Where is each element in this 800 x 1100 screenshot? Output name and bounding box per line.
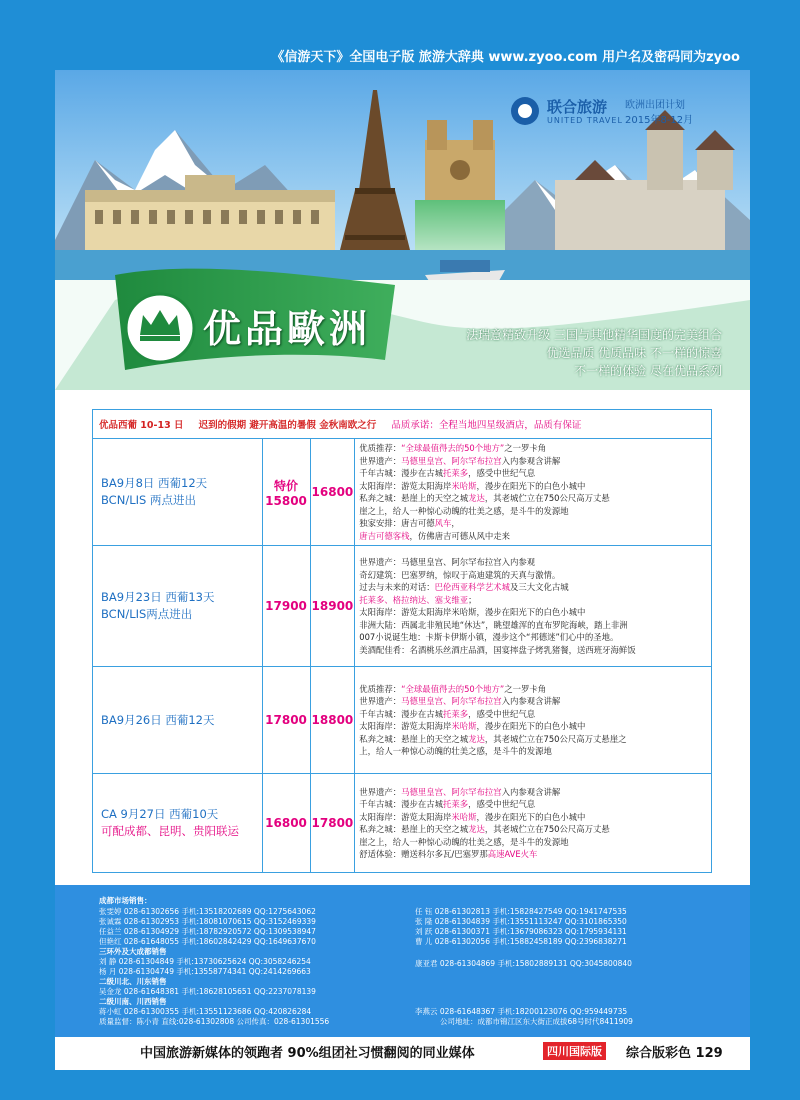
highlight-emphasis: 高速AVE火车 — [487, 849, 538, 859]
product-tagline: 迟到的假期 避开高温的暑假 金秋南欧之行 — [198, 420, 377, 431]
highlight-text: ，漫步在阳光下的白色小城中 — [476, 480, 586, 491]
highlight-text: ，漫步在阳光下的白色小城中 — [476, 811, 586, 822]
contact-line: 曹 儿 028-61302056 手机:15882458189 QQ:2396838271 — [415, 937, 627, 946]
highlight-text: ， — [451, 518, 460, 528]
special-price-cell — [262, 546, 310, 667]
highlight-line — [359, 442, 707, 455]
brand-plan: 欧洲出团计划 — [625, 100, 685, 111]
header-text: 《信游天下》全国电子版 旅游大辞典 www.zyoo.com 用户名及密码同为zyoo — [271, 50, 740, 65]
highlight-line — [359, 708, 707, 721]
footer — [0, 1040, 800, 1070]
highlight-text: ，其老城伫立在750公尺高万丈悬崖之 — [484, 733, 627, 744]
tour-route-gateway: 可配成都、昆明、贵阳联运 — [101, 824, 239, 838]
highlight-text: 奇幻建筑：巴塞罗纳，惊叹于高迪建筑的天真与激情。 — [359, 569, 561, 580]
contact-line: 张诚霖 028-61302953 手机:18081070615 QQ:3152469339 — [99, 917, 316, 926]
highlight-text: 之一罗卡角 — [504, 683, 547, 694]
brand-name-cn: 联合旅游 — [547, 98, 608, 116]
tour-highlights — [355, 667, 712, 774]
highlight-text: 私奔之城：悬崖上的天空之城 — [359, 824, 469, 834]
regular-price: 18900 — [310, 546, 355, 667]
highlight-text: 千年古城：漫步在古城 — [359, 799, 444, 809]
crown-emblem — [126, 294, 194, 362]
highlight-text: 入内参观含讲解 — [501, 786, 561, 797]
highlight-line — [359, 631, 707, 644]
highlight-emphasis: 马德里皇宫、阿尔罕布拉宫 — [401, 786, 502, 797]
highlight-emphasis: 龙达 — [468, 824, 485, 834]
highlight-text: 独家安排：唐吉可德 — [359, 518, 435, 528]
tour-route — [93, 774, 263, 873]
contact-line: 质量监督：陈小青 直线:028-61302808 公司传真：028-61301556 — [99, 1017, 330, 1026]
edition-badge: 四川国际版 — [543, 1042, 606, 1060]
highlight-line — [359, 606, 707, 619]
highlight-line — [359, 644, 707, 657]
notre-dame — [415, 120, 505, 260]
regular-price: 16800 — [310, 439, 355, 546]
highlight-line — [359, 581, 707, 594]
highlight-text: 太阳海岸：游览太阳海岸 — [359, 480, 452, 491]
highlight-line — [359, 492, 707, 505]
highlight-line — [359, 836, 707, 849]
highlight-line — [359, 798, 707, 811]
special-price-cell — [262, 439, 310, 546]
contact-line: 但艳红 028-61648055 手机:18602842429 QQ:1649637670 — [99, 937, 316, 946]
brand-name-en: UNITED TRAVEL — [547, 116, 623, 125]
highlight-line — [359, 455, 707, 468]
tour-rows — [93, 439, 712, 873]
tour-route — [93, 546, 263, 667]
tour-route-gateway: BCN/LIS 两点进出 — [101, 493, 196, 507]
highlight-text: ，感受中世纪气息 — [468, 799, 536, 809]
highlight-text: 私奔之城：悬崖上的天空之城 — [359, 493, 469, 503]
highlight-line — [359, 505, 707, 518]
contacts-title: 成都市场销售： — [99, 896, 152, 905]
highlight-emphasis: 龙达 — [468, 493, 485, 503]
highlight-text: 千年古城：漫步在古城 — [359, 468, 444, 478]
highlight-emphasis: 唐吉可德客栈 — [359, 530, 410, 541]
highlight-emphasis: 米哈斯 — [451, 721, 477, 731]
tour-row — [93, 774, 712, 873]
quality-promise: 品质承诺：全程当地四星级酒店，品质有保证 — [391, 420, 582, 431]
tour-row — [93, 439, 712, 546]
highlight-text: 美酒配佳肴：名酒桃乐丝酒庄品酒，国宴摔盘子烤乳猪餐，送西班牙海鲜饭 — [359, 644, 636, 655]
banner — [55, 70, 750, 390]
highlight-text: 千年古城：漫步在古城 — [359, 708, 444, 719]
highlight-text: 优质推荐： — [359, 443, 402, 453]
highlight-line — [359, 556, 707, 569]
contact-line: 李燕云 028-61648367 手机:18200123076 QQ:959449735 — [415, 1007, 628, 1016]
highlight-line — [359, 720, 707, 733]
highlight-text: 太阳海岸：游览太阳海岸 — [359, 811, 452, 822]
highlight-line — [359, 480, 707, 493]
highlight-text: 世界遗产： — [359, 786, 402, 797]
tour-route — [93, 439, 263, 546]
highlight-text: 及三大文化古城 — [510, 582, 569, 592]
highlight-line — [359, 823, 707, 836]
highlight-emphasis: 马德里皇宫、阿尔罕布拉宫 — [401, 696, 502, 706]
tour-row — [93, 667, 712, 774]
highlight-text: 入内参观含讲解 — [501, 455, 561, 466]
highlight-line — [359, 569, 707, 582]
highlight-text: 崖之上，给人一种惊心动魄的壮美之感，是斗牛的发源地 — [359, 836, 569, 847]
contact-line: 任 钰 028-61302813 手机:15828427549 QQ:1941747535 — [415, 907, 627, 916]
tour-highlights — [355, 546, 712, 667]
highlight-text: 之一罗卡角 — [504, 443, 547, 453]
contact-line: 刘 跃 028-61300371 手机:13679086323 QQ:1795934131 — [415, 927, 627, 936]
highlight-emphasis: 龙达 — [468, 733, 485, 744]
sales-contacts — [55, 885, 750, 1037]
highlight-emphasis: “全球最值得去的50个地方” — [401, 443, 505, 453]
tour-highlights — [355, 774, 712, 873]
contact-line: 张雯婷 028-61302656 手机:13518202689 QQ:1275643062 — [99, 907, 316, 916]
highlight-text: 过去与未来的对话： — [359, 582, 435, 592]
highlight-line — [359, 683, 707, 696]
footer-slogan: 中国旅游新媒体的领跑者 90%组团社习惯翻阅的同业媒体 — [140, 1046, 475, 1061]
highlight-line — [359, 594, 707, 607]
highlight-emphasis: “全球最值得去的50个地方” — [401, 683, 505, 694]
highlight-line — [359, 517, 707, 530]
tour-row — [93, 546, 712, 667]
product-name: 优品西葡 10-13 日 — [99, 420, 184, 431]
banner-title: 优品歐洲 — [203, 307, 372, 351]
contact-line: 任益兰 028-61304929 手机:18782920572 QQ:1309538947 — [99, 927, 316, 936]
highlight-text: 太阳海岸：游览太阳海岸米哈斯，漫步在阳光下的白色小城中 — [359, 607, 586, 617]
highlight-text: ，其老城伫立在750公尺高万丈悬 — [484, 824, 610, 834]
special-price-label: 特价 — [274, 478, 299, 493]
tour-table-header — [93, 410, 712, 439]
tour-route-gateway: BCN/LIS两点进出 — [101, 607, 193, 621]
highlight-emphasis: 风车 — [434, 518, 452, 528]
tour-route-date: BA9月23日 西葡13天 — [101, 590, 215, 604]
highlight-text: 私奔之城：悬崖上的天空之城 — [359, 733, 469, 744]
tour-highlights — [355, 439, 712, 546]
highlight-text: ； — [468, 594, 477, 605]
highlight-emphasis: 巴伦西亚科学艺术城 — [434, 582, 511, 592]
contact-line: 吴金龙 028-61648381 手机:18628105651 QQ:2237078139 — [99, 987, 316, 996]
highlight-text: ，感受中世纪气息 — [468, 468, 536, 478]
slogan-line-1: 法瑞意精致升级 三国与其他精华国度的完美组合 — [466, 328, 722, 342]
highlight-line — [359, 695, 707, 708]
highlight-text: 007小说诞生地：卡斯卡伊斯小镇，漫步这个“邦德迷”们心中的圣地。 — [359, 632, 619, 642]
regular-price: 18800 — [310, 667, 355, 774]
highlight-line — [359, 467, 707, 480]
highlight-line — [359, 733, 707, 746]
highlight-text: ，其老城伫立在750公尺高万丈悬 — [484, 493, 610, 503]
highlight-line — [359, 786, 707, 799]
highlight-emphasis: 托莱多 — [443, 799, 469, 809]
highlight-text: 崖之上，给人一种惊心动魄的壮美之感，是斗牛的发源地 — [359, 505, 569, 516]
highlight-text: 世界遗产：马德里皇宫、阿尔罕布拉宫入内参观 — [359, 557, 536, 567]
contact-line: 公司地址：成都市锦江区东大街正成拔68号时代8411909 — [440, 1017, 633, 1026]
contact-line: 杨 月 028-61304749 手机:13558774341 QQ:2414269663 — [99, 967, 311, 976]
brand-logo — [507, 94, 727, 128]
special-price-cell — [262, 774, 310, 873]
highlight-text: ，漫步在阳光下的白色小城中 — [476, 721, 586, 731]
highlight-emphasis: 托莱多、格拉纳达、塞戈维亚 — [359, 594, 469, 605]
highlight-text: 太阳海岸：游览太阳海岸 — [359, 721, 452, 731]
tour-table — [92, 409, 712, 873]
highlight-line — [359, 530, 707, 543]
highlight-emphasis: 托莱多 — [443, 708, 469, 719]
highlight-text: 世界遗产： — [359, 455, 402, 466]
highlight-emphasis: 马德里皇宫、阿尔罕布拉宫 — [401, 455, 502, 466]
highlight-emphasis: 米哈斯 — [451, 811, 477, 822]
highlight-text: 世界遗产： — [359, 696, 402, 706]
highlight-text: 入内参观含讲解 — [501, 696, 561, 706]
highlight-text: ，仿佛唐吉可德从风中走来 — [409, 530, 511, 541]
contact-line: 刘 静 028-61304849 手机:13730625624 QQ:3058246254 — [99, 957, 311, 966]
contact-line: 蒋小虹 028-61300355 手机:13551123686 QQ:420826284 — [99, 1007, 312, 1016]
brochure-page — [55, 70, 750, 1070]
slogan-line-3: 不一样的体验 尽在优品系列 — [574, 364, 722, 378]
highlight-text: 上，给人一种惊心动魄的壮美之感，是斗牛的发源地 — [359, 746, 552, 756]
tour-route-date: BA9月8日 西葡12天 — [101, 476, 208, 490]
tour-route-date: CA 9月27日 西葡10天 — [101, 807, 219, 821]
contact-line: 康亚君 028-61304869 手机:15802889131 QQ:3045800840 — [415, 959, 632, 968]
highlight-text: 非洲大陆：西属北非殖民地“休达”，眺望雄浑的直布罗陀海峡，踏上非洲 — [359, 619, 628, 630]
highlight-text: 舒适体验：赠送科尔多瓦/巴塞罗那 — [359, 849, 488, 859]
tour-route — [93, 667, 263, 774]
contact-group-title: 二级川南、川西销售 — [99, 997, 167, 1006]
regular-price: 17800 — [310, 774, 355, 873]
page-number: 综合版彩色 129 — [626, 1046, 723, 1061]
contact-group-title: 三环外及大成都销售 — [99, 947, 167, 956]
highlight-emphasis: 托莱多 — [443, 468, 469, 478]
special-price: 17800 — [265, 713, 307, 727]
contact-line: 张 隆 028-61304839 手机:13551113247 QQ:3101865350 — [415, 917, 627, 926]
highlight-line — [359, 745, 707, 758]
highlight-line — [359, 848, 707, 861]
contact-group-title: 二级川北、川东销售 — [99, 977, 167, 986]
highlight-text: 优质推荐： — [359, 683, 402, 694]
special-price: 17900 — [265, 599, 307, 613]
highlight-line — [359, 619, 707, 632]
highlight-emphasis: 米哈斯 — [451, 480, 477, 491]
tour-route-date: BA9月26日 西葡12天 — [101, 712, 215, 727]
special-price-cell — [262, 667, 310, 774]
special-price: 15800 — [265, 493, 307, 508]
brand-date-range: 2015年8-12月 — [625, 115, 694, 126]
top-header — [0, 30, 800, 70]
highlight-line — [359, 811, 707, 824]
highlight-text: ，感受中世纪气息 — [468, 708, 536, 719]
slogan-line-2: 优选品质 优质品味 不一样的惊喜 — [546, 346, 722, 360]
special-price: 16800 — [265, 816, 307, 830]
